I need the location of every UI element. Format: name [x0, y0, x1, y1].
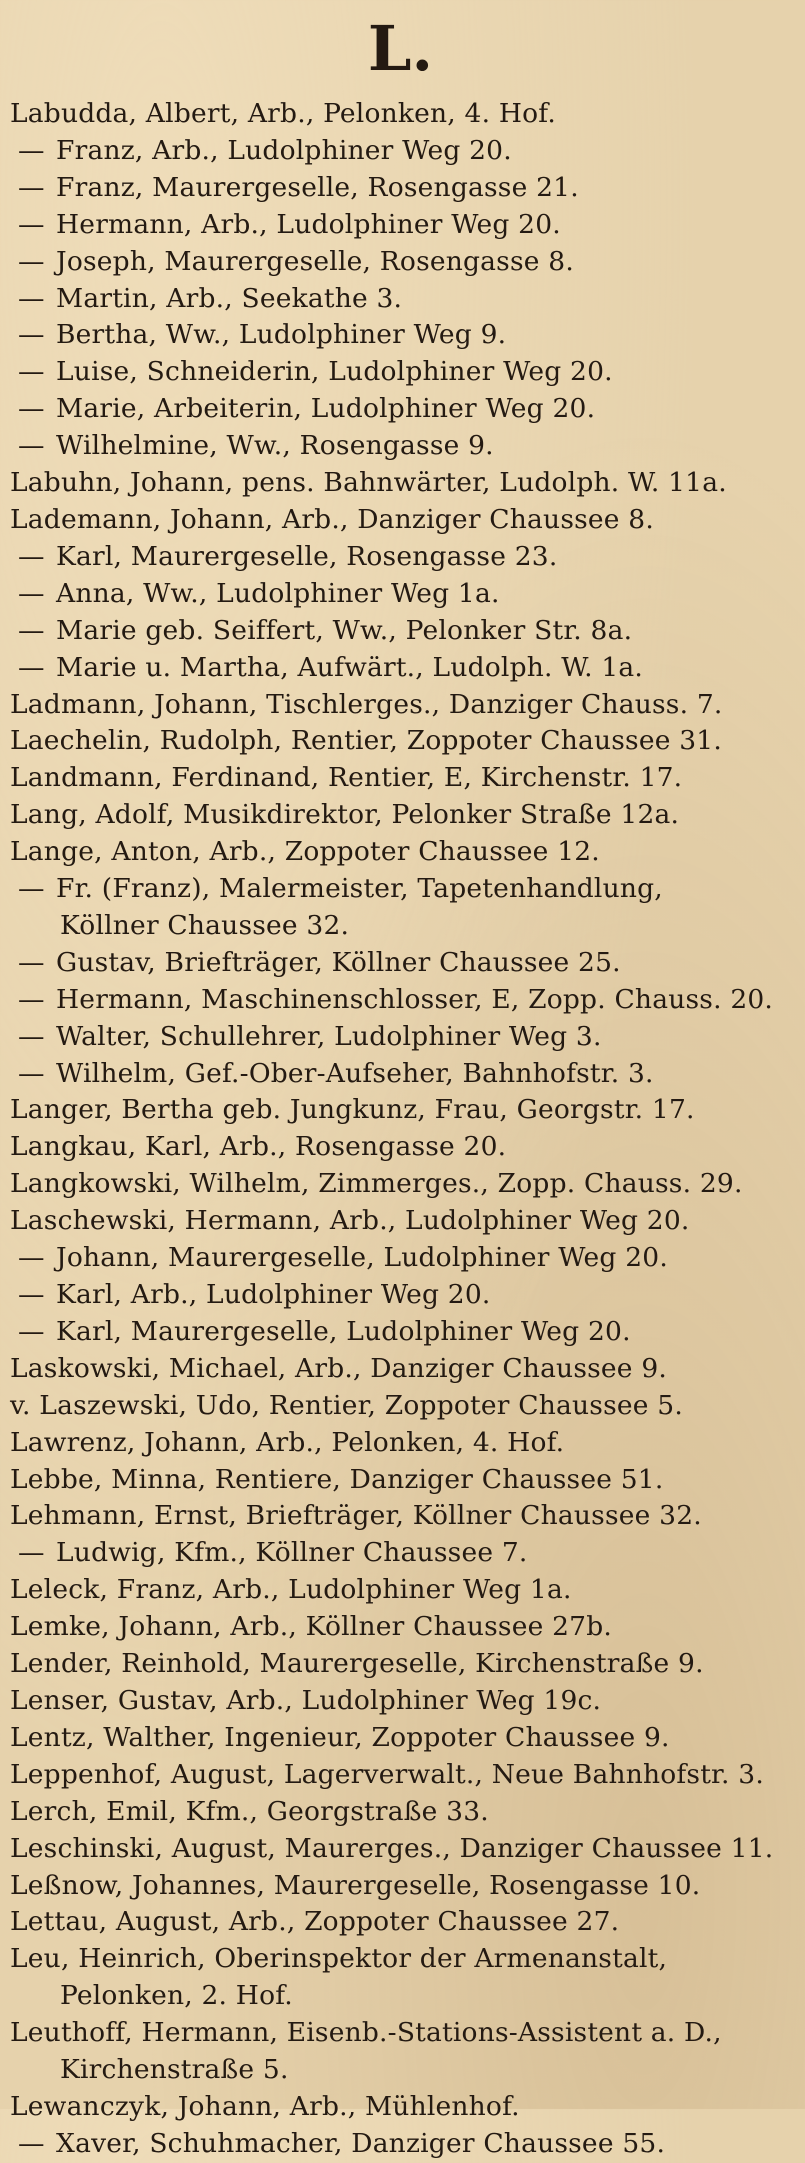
entry-text: Ladmann, Johann, Tischlerges., Danziger Chauss. 7.	[10, 688, 723, 720]
entry-text: Karl, Arb., Ludolphiner Weg 20.	[56, 1279, 491, 1310]
directory-entry	[10, 1129, 791, 1166]
directory-entry	[10, 1056, 791, 1093]
entry-text: Gustav, Briefträger, Köllner Chaussee 25.	[56, 946, 621, 978]
entry-text: Johann, Maurergeselle, Ludolphiner Weg 20.	[56, 1242, 668, 1274]
directory-entry	[10, 281, 791, 318]
repeat-surname-dash: —	[18, 1279, 45, 1310]
entry-text: Martin, Arb., Seekathe 3.	[56, 282, 403, 314]
directory-entry-continuation	[10, 908, 791, 945]
repeat-surname-dash: —	[18, 1057, 45, 1089]
directory-entry-continuation	[10, 2052, 791, 2089]
repeat-surname-dash: —	[18, 134, 45, 166]
entry-text: Marie, Arbeiterin, Ludolphiner Weg 20.	[56, 393, 596, 425]
directory-entry	[10, 96, 791, 133]
directory-entry	[10, 1240, 791, 1277]
entry-text: Marie geb. Seiffert, Ww., Pelonker Str. 8a.	[56, 614, 633, 646]
entry-text: Wilhelm, Gef.-Ober-Aufseher, Bahnhofstr. 3.	[56, 1057, 654, 1089]
entry-text: Labuhn, Johann, pens. Bahnwärter, Ludolph. W. 11a.	[10, 467, 727, 499]
directory-entry	[10, 1166, 791, 1203]
directory-entry	[10, 1868, 791, 1905]
repeat-surname-dash: —	[18, 393, 45, 425]
directory-entry	[10, 797, 791, 834]
directory-entry-continuation	[10, 1978, 791, 2015]
directory-entry	[10, 945, 791, 982]
entry-text: Joseph, Maurergeselle, Rosengasse 8.	[56, 245, 574, 277]
repeat-surname-dash: —	[18, 2127, 45, 2159]
entry-text: Laskowski, Michael, Arb., Danziger Chaussee 9.	[10, 1352, 668, 1384]
directory-entry	[10, 1498, 791, 1535]
repeat-surname-dash: —	[18, 540, 45, 572]
directory-entry	[10, 1351, 791, 1388]
entry-text: Lewanczyk, Johann, Arb., Mühlenhof.	[10, 2090, 520, 2122]
directory-entry	[10, 834, 791, 871]
repeat-surname-dash: —	[18, 577, 45, 609]
entry-text: Leleck, Franz, Arb., Ludolphiner Weg 1a.	[10, 1574, 572, 1606]
entry-text: Lebbe, Minna, Rentiere, Danziger Chaussee 51.	[10, 1463, 664, 1495]
repeat-surname-dash: —	[18, 171, 45, 203]
directory-entry	[10, 1314, 791, 1351]
entry-text: Lender, Reinhold, Maurergeselle, Kirchenstraße 9.	[10, 1648, 704, 1680]
directory-entry	[10, 1720, 791, 1757]
entry-text: Wilhelmine, Ww., Rosengasse 9.	[56, 430, 494, 462]
section-letter-heading: L.	[367, 12, 434, 85]
repeat-surname-dash: —	[18, 873, 45, 905]
entry-text: Lerch, Emil, Kfm., Georgstraße 33.	[10, 1795, 489, 1827]
directory-entry	[10, 1683, 791, 1720]
entry-text: Labudda, Albert, Arb., Pelonken, 4. Hof.	[10, 98, 556, 129]
directory-entry	[10, 650, 791, 687]
entry-text: Xaver, Schuhmacher, Danziger Chaussee 55.	[56, 2127, 666, 2159]
entry-text: Langkau, Karl, Arb., Rosengasse 20.	[10, 1131, 507, 1163]
entry-text: Lademann, Johann, Arb., Danziger Chaussee 8.	[10, 503, 654, 535]
directory-entry	[10, 1831, 791, 1868]
repeat-surname-dash: —	[18, 1537, 45, 1569]
directory-entry	[10, 1609, 791, 1646]
entry-text: Luise, Schneiderin, Ludolphiner Weg 20.	[56, 356, 613, 388]
directory-entry	[10, 391, 791, 428]
directory-entry	[10, 2089, 791, 2126]
directory-entry	[10, 502, 791, 539]
repeat-surname-dash: —	[18, 1315, 45, 1347]
directory-entry	[10, 207, 791, 244]
repeat-surname-dash: —	[18, 430, 45, 462]
entry-text: Langkowski, Wilhelm, Zimmerges., Zopp. Chauss. 29.	[10, 1168, 743, 1200]
repeat-surname-dash: —	[18, 983, 45, 1015]
directory-entry	[10, 465, 791, 502]
entry-text: Landmann, Ferdinand, Rentier, E, Kirchenstr. 17.	[10, 762, 683, 794]
entry-text: Lehmann, Ernst, Briefträger, Köllner Chaussee 32.	[10, 1500, 702, 1532]
directory-entry	[10, 1572, 791, 1609]
directory-entry	[10, 1757, 791, 1794]
directory-entry	[10, 354, 791, 391]
entry-text: Leßnow, Johannes, Maurergeselle, Rosengasse 10.	[10, 1869, 701, 1901]
directory-entry	[10, 723, 791, 760]
entry-text: Kirchenstraße 5.	[60, 2054, 289, 2086]
entry-text: Lange, Anton, Arb., Zoppoter Chaussee 12.	[10, 836, 600, 868]
entry-text: Langer, Bertha geb. Jungkunz, Frau, Georgstr. 17.	[10, 1094, 695, 1126]
entry-text: Franz, Maurergeselle, Rosengasse 21.	[56, 171, 579, 203]
directory-entry	[10, 133, 791, 170]
repeat-surname-dash: —	[18, 1020, 45, 1052]
entry-text: Lenser, Gustav, Arb., Ludolphiner Weg 19c.	[10, 1684, 602, 1716]
directory-entry	[10, 1646, 791, 1683]
directory-entry	[10, 687, 791, 724]
directory-entries	[10, 96, 791, 2163]
repeat-surname-dash: —	[18, 356, 45, 388]
entry-text: Walter, Schullehrer, Ludolphiner Weg 3.	[56, 1020, 602, 1052]
entry-text: Leu, Heinrich, Oberinspektor der Armenanstalt,	[10, 1943, 668, 1975]
entry-text: Leuthoff, Hermann, Eisenb.-Stations-Assistent a. D.,	[10, 2017, 722, 2049]
repeat-surname-dash: —	[18, 208, 45, 240]
directory-entry	[10, 2126, 791, 2163]
directory-entry	[10, 1388, 791, 1425]
entry-text: Laechelin, Rudolph, Rentier, Zoppoter Chaussee 31.	[10, 725, 722, 757]
directory-entry	[10, 1203, 791, 1240]
entry-text: Pelonken, 2. Hof.	[60, 1980, 293, 2012]
directory-entry	[10, 170, 791, 207]
directory-entry	[10, 613, 791, 650]
entry-text: Lemke, Johann, Arb., Köllner Chaussee 27b.	[10, 1611, 612, 1643]
entry-text: Laschewski, Hermann, Arb., Ludolphiner Weg 20.	[10, 1205, 690, 1237]
entry-text: Ludwig, Kfm., Köllner Chaussee 7.	[56, 1537, 528, 1569]
entry-text: Lawrenz, Johann, Arb., Pelonken, 4. Hof.	[10, 1426, 565, 1458]
directory-entry	[10, 760, 791, 797]
entry-text: Leppenhof, August, Lagerverwalt., Neue Bahnhofstr. 3.	[10, 1758, 764, 1790]
entry-text: Lang, Adolf, Musikdirektor, Pelonker Straße 12a.	[10, 799, 680, 831]
entry-text: Fr. (Franz), Malermeister, Tapetenhandlung,	[56, 873, 663, 905]
repeat-surname-dash: —	[18, 319, 45, 351]
entry-text: Franz, Arb., Ludolphiner Weg 20.	[56, 134, 512, 166]
entry-text: Bertha, Ww., Ludolphiner Weg 9.	[56, 319, 507, 351]
directory-entry	[10, 1425, 791, 1462]
entry-text: Marie u. Martha, Aufwärt., Ludolph. W. 1a.	[56, 651, 644, 683]
directory-entry	[10, 428, 791, 465]
directory-entry	[10, 1941, 791, 1978]
repeat-surname-dash: —	[18, 651, 45, 683]
directory-entry	[10, 1019, 791, 1056]
directory-entry	[10, 871, 791, 908]
directory-entry	[10, 2015, 791, 2052]
directory-entry	[10, 244, 791, 281]
repeat-surname-dash: —	[18, 245, 45, 277]
directory-entry	[10, 1462, 791, 1499]
entry-text: Lentz, Walther, Ingenieur, Zoppoter Chaussee 9.	[10, 1721, 670, 1753]
repeat-surname-dash: —	[18, 614, 45, 646]
entry-text: Karl, Maurergeselle, Ludolphiner Weg 20.	[56, 1315, 631, 1347]
directory-entry	[10, 982, 791, 1019]
directory-entry	[10, 317, 791, 354]
directory-entry	[10, 1092, 791, 1129]
entry-text: Anna, Ww., Ludolphiner Weg 1a.	[56, 577, 500, 609]
repeat-surname-dash: —	[18, 946, 45, 978]
directory-entry	[10, 576, 791, 613]
entry-text: Lettau, August, Arb., Zoppoter Chaussee 27.	[10, 1906, 620, 1938]
entry-text: Leschinski, August, Maurerges., Danziger Chaussee 11.	[10, 1832, 774, 1864]
entry-text: Hermann, Maschinenschlosser, E, Zopp. Chauss. 20.	[56, 983, 774, 1015]
entry-text: Hermann, Arb., Ludolphiner Weg 20.	[56, 208, 561, 240]
directory-entry	[10, 1277, 791, 1314]
repeat-surname-dash: —	[18, 1242, 45, 1274]
entry-text: v. Laszewski, Udo, Rentier, Zoppoter Chaussee 5.	[10, 1389, 683, 1421]
directory-entry	[10, 1535, 791, 1572]
directory-entry	[10, 1904, 791, 1941]
directory-entry	[10, 1794, 791, 1831]
entry-text: Karl, Maurergeselle, Rosengasse 23.	[56, 540, 558, 572]
repeat-surname-dash: —	[18, 282, 45, 314]
directory-entry	[10, 539, 791, 576]
entry-text: Köllner Chaussee 32.	[60, 909, 350, 941]
